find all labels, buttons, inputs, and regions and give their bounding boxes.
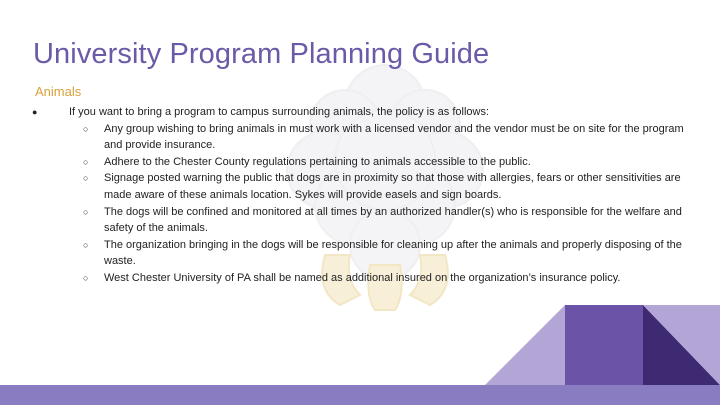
sub-bullet-text: The dogs will be confined and monitored at all times by an authorized handler(s) who is responsible for the welfare and safety of the animals. (104, 205, 682, 235)
hollow-circle-bullet-icon: ○ (83, 123, 89, 134)
sub-bullet-text: The organization bringing in the dogs will be responsible for cleaning up after the animals and properly disposing of the waste. (104, 238, 682, 268)
sub-bullet-text: West Chester University of PA shall be named as additional insured on the organization’s insurance policy. (104, 271, 621, 284)
slide-title: University Program Planning Guide (33, 38, 490, 70)
hollow-circle-bullet-icon: ○ (83, 239, 89, 250)
hollow-circle-bullet-icon: ○ (83, 156, 89, 167)
filled-circle-bullet-icon: ● (32, 107, 38, 117)
hollow-circle-bullet-icon: ○ (83, 272, 89, 283)
light-purple-triangle (485, 305, 565, 385)
hollow-circle-bullet-icon: ○ (83, 173, 89, 184)
main-bullet-text: If you want to bring a program to campus surrounding animals, the policy is as follows: (69, 106, 490, 118)
section-subtitle: Animals (35, 84, 82, 99)
hollow-circle-bullet-icon: ○ (83, 206, 89, 217)
sub-bullet-text: Any group wishing to bring animals in must work with a licensed vendor and the vendor must be on site for the program and provide insurance. (104, 122, 684, 152)
sub-bullet-text: Adhere to the Chester County regulations pertaining to animals accessible to the public. (104, 155, 531, 168)
bottom-bar (0, 385, 720, 405)
mid-purple-square (565, 305, 643, 385)
sub-bullet-text: Signage posted warning the public that dogs are in proximity so that those with allergies, fears or other sensitivities are made aware of these animals location. Sykes will provide easels and sign boards. (104, 172, 681, 201)
